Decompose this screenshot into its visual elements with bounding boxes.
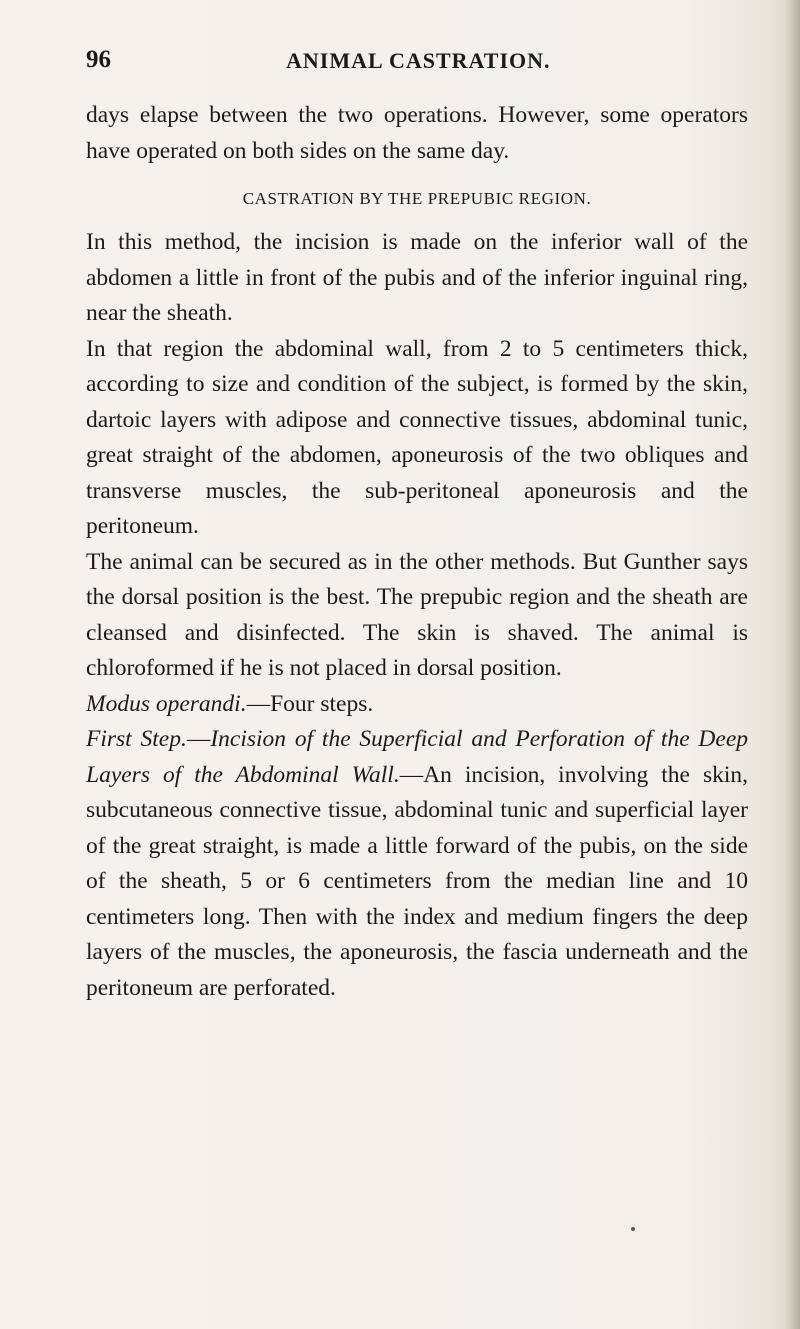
- paragraph-securing: The animal can be secured as in the other methods. But Gunther says the dorsal position is the best. The prepubic region and the sheath are cleansed and disinfected. The skin is shaved. The animal is chloroformed if he is not placed in dorsal position.: [86, 548, 748, 681]
- modus-operandi-label: Modus operandi.: [86, 690, 247, 717]
- first-step-text: —An incision, involving the skin, subcutaneous connective tissue, abdominal tunic and superficial layer of the great straight, is made a little forward of the pubis, on the side of the sheath, 5 or 6 centimeters from the median line and 10 centimeters long. Then with the index and medium fingers the deep layers of the muscles, the aponeurosis, the fascia underneath and the peritoneum are perforated.: [86, 761, 748, 1001]
- paragraph-abdominal-wall: In that region the abdominal wall, from 2 to 5 centimeters thick, according to size and condition of the subject, is formed by the skin, dartoic layers with adipose and connective tissues, abdominal tunic, great straight of the abdomen, aponeurosis of the two obliques and transverse muscles, the sub-peritoneal aponeurosis and the peritoneum.: [86, 335, 748, 539]
- page-number: 96: [86, 46, 111, 73]
- page-body: [86, 98, 748, 1006]
- modus-operandi-text: —Four steps.: [246, 690, 374, 717]
- paragraph-first-step: [86, 722, 748, 1006]
- running-head: ANIMAL CASTRATION.: [286, 48, 551, 73]
- section-heading: CASTRATION BY THE PREPUBIC REGION.: [242, 189, 592, 208]
- first-step-dash: —: [186, 726, 211, 752]
- first-step-title: Incision of the Superficial and Perforation of the Deep Layers of the Abdominal Wall.: [86, 726, 748, 788]
- opening-paragraph: days elapse between the two operations. However, some operators have operated on both sides on the same day.: [86, 102, 748, 164]
- paper-speck: [631, 1227, 635, 1231]
- page-edge-shadow: [784, 0, 800, 1329]
- paragraph-modus-operandi: [86, 687, 748, 723]
- first-step-label: First Step.: [86, 726, 187, 752]
- paragraph-method: In this method, the incision is made on the inferior wall of the abdomen a little in front of the pubis and of the inferior inguinal ring, near the sheath.: [86, 229, 748, 326]
- page-header: [86, 46, 746, 80]
